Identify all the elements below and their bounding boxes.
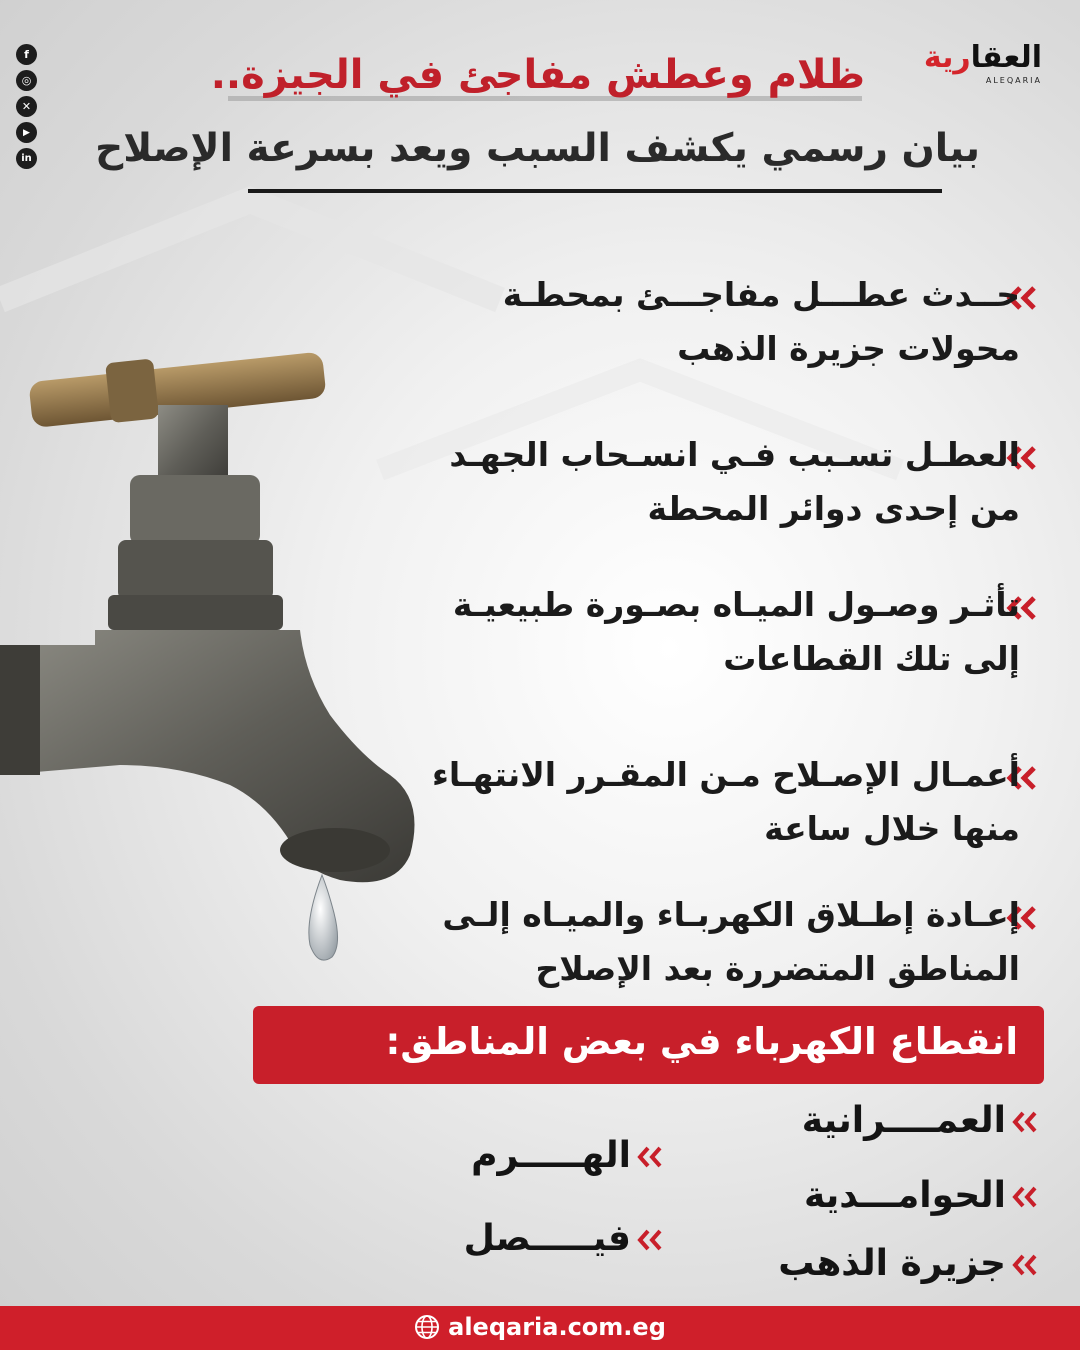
headline-subtitle: بيان رسمي يكشف السبب ويعد بسرعة الإصلاح — [95, 126, 980, 171]
outage-banner-text: انقطاع الكهرباء في بعض المناطق: — [385, 1020, 1018, 1063]
area-item — [778, 1243, 1040, 1284]
point-line-1: حــدث عطـــل مفاجـــئ بمحطـة — [502, 275, 1020, 314]
x-icon[interactable]: ✕ — [16, 96, 37, 117]
double-chevron-icon — [1010, 1111, 1040, 1133]
point-line-1: أعمـال الإصـلاح مـن المقـرر الانتهـاء — [432, 755, 1020, 794]
youtube-icon[interactable]: ▶ — [16, 122, 37, 143]
brand-logo-latin: ALEQARIA — [985, 76, 1042, 85]
area-name: جزيرة الذهب — [778, 1243, 1006, 1284]
double-chevron-icon — [635, 1229, 665, 1251]
area-name: العمــــرانية — [801, 1100, 1006, 1141]
website-link[interactable]: aleqaria.com.eg — [448, 1313, 666, 1341]
point-line-1: إعـادة إطـلاق الكهربـاء والميـاه إلـى — [442, 895, 1020, 934]
linkedin-icon[interactable]: in — [16, 148, 37, 169]
point-line-2: من إحدى دوائر المحطة — [647, 489, 1020, 528]
instagram-icon[interactable]: ◎ — [16, 70, 37, 91]
area-item — [804, 1175, 1040, 1216]
point-line-2: المناطق المتضررة بعد الإصلاح — [535, 949, 1020, 988]
globe-icon — [414, 1314, 440, 1340]
area-item — [802, 1100, 1040, 1141]
facebook-icon[interactable]: f — [16, 44, 37, 65]
area-name: فيـــــصل — [463, 1218, 631, 1259]
double-chevron-icon — [1010, 1186, 1040, 1208]
point-line-2: محولات جزيرة الذهب — [677, 329, 1020, 368]
footer-bar — [0, 1306, 1080, 1350]
double-chevron-icon — [635, 1146, 665, 1168]
outage-banner — [253, 1006, 1044, 1084]
double-chevron-icon — [1010, 1254, 1040, 1276]
headline-title: ظلام وعطش مفاجئ في الجيزة.. — [210, 52, 865, 98]
point-line-2: منها خلال ساعة — [764, 809, 1020, 848]
point-line-1: العطـل تسـبب فـي انسـحاب الجهـد — [449, 435, 1020, 474]
point-line-2: إلى تلك القطاعات — [723, 639, 1020, 678]
brand-logo-text: العقارية — [923, 40, 1042, 75]
area-item — [464, 1218, 665, 1259]
area-item — [471, 1135, 665, 1176]
water-faucet-image — [0, 345, 455, 975]
point-line-1: تأثـر وصـول الميـاه بصـورة طبيعيـة — [452, 585, 1020, 624]
headline-underline — [248, 189, 942, 193]
social-icons-column — [16, 44, 40, 169]
area-name: الحوامـــدية — [803, 1175, 1006, 1216]
brand-logo — [923, 40, 1048, 92]
area-name: الهـــــرم — [471, 1135, 631, 1176]
